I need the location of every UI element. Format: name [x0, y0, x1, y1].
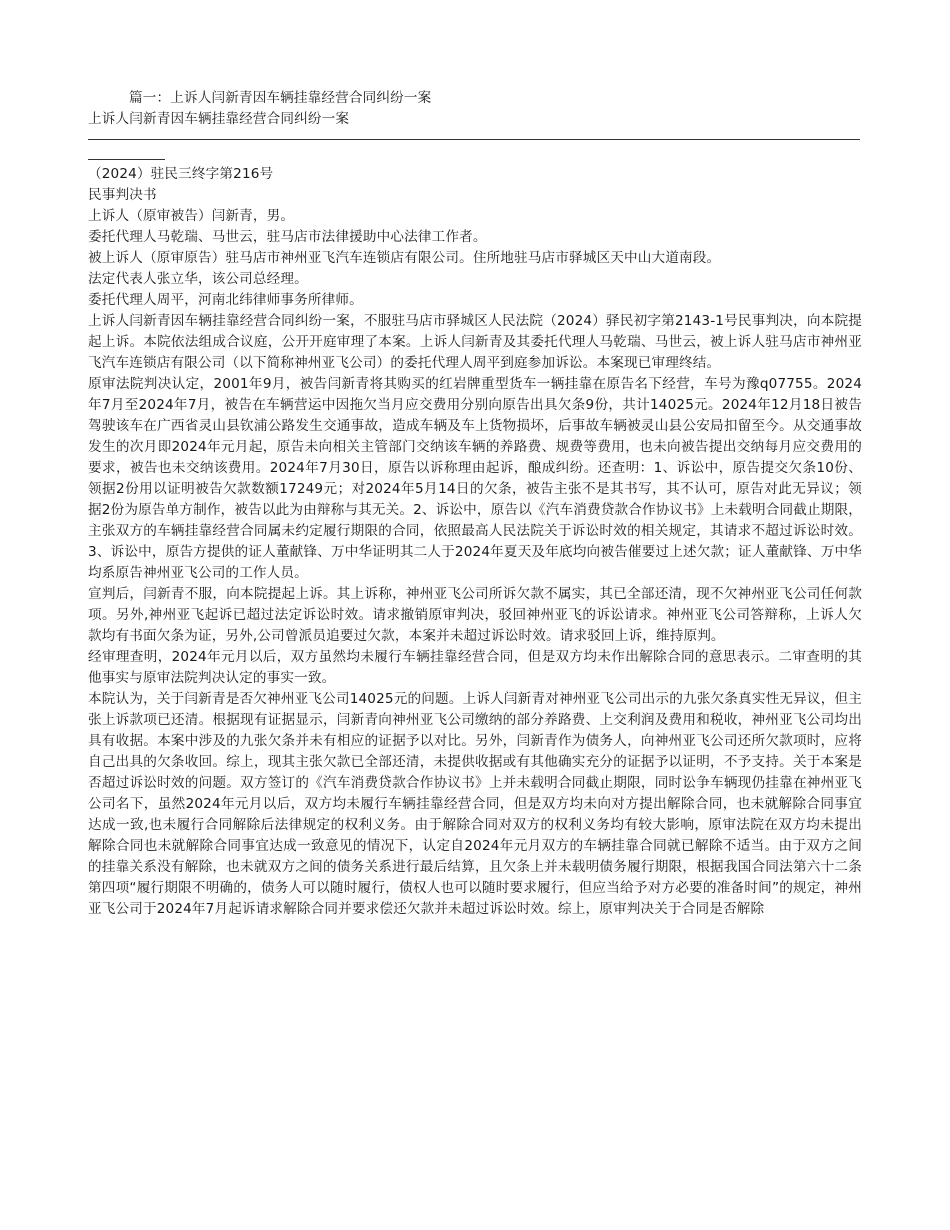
document-page	[88, 88, 862, 920]
short-divider	[88, 159, 165, 160]
findings-paragraph: 经审理查明，2024年元月以后，双方虽然均未履行车辆挂靠经营合同，但是双方均未作出解除合同的意思表示。二审查明的其他事实与原审法院判决认定的事实一致。	[88, 649, 862, 686]
document-type: 民事判决书	[88, 187, 157, 203]
document-heading: 篇一：上诉人闫新青因车辆挂靠经营合同纠纷一案	[129, 90, 432, 106]
legal-representative-paragraph: 法定代表人张立华，该公司总经理。	[88, 271, 308, 287]
case-number: （2024）驻民三终字第216号	[88, 166, 274, 182]
appellee-agent-paragraph: 委托代理人周平，河南北纬律师事务所律师。	[88, 292, 363, 308]
case-intro-paragraph: 上诉人闫新青因车辆挂靠经营合同纠纷一案，不服驻马店市驿城区人民法院（2024）驿民初字第2143-1号民事判决，向本院提起上诉。本院依法组成合议庭，公开开庭审理了本案。上诉人闫新青及其委托代理人马乾瑞、马世云，被上诉人驻马店市神州亚飞汽车连锁店有限公司（以下简称神州亚飞公司）的委托代理人周平到庭参加诉讼。本案现已审理终结。	[88, 313, 862, 371]
original-judgment-paragraph: 原审法院判决认定，2001年9月，被告闫新青将其购买的红岩牌重型货车一辆挂靠在原告名下经营，车号为豫q07755。2024年7月至2024年7月，被告在车辆营运中因拖欠当月应交费用分别向原告出具欠条9份，共计14025元。2024年12月18日被告驾驶该车在广西省灵山县钦浦公路发生交通事故，造成车辆及车上货物损坏，后事故车辆被灵山县公安局扣留至今。从交通事故发生的次月即2024年元月起，原告未向相关主管部门交纳该车辆的养路费、规费等费用，也未向被告提出交纳每月应交费用的要求，被告也未交纳该费用。2024年7月30日，原告以诉称理由起诉，酿成纠纷。还查明：1、诉讼中，原告提交欠条10份、领据2份用以证明被告欠款数额17249元；对2024年5月14日的欠条，被告主张不是其书写，其不认可，原告对此无异议；领据2份为原告单方制作，被告以此为由辩称与其无关。2、诉讼中，原告以《汽车消费贷款合作协议书》上未载明合同截止期限，主张双方的车辆挂靠经营合同属未约定履行期限的合同，依照最高人民法院关于诉讼时效的相关规定，其请求不超过诉讼时效。3、诉讼中，原告方提供的证人董献锋、万中华证明其二人于2024年夏天及年底均向被告催要过上述欠款；证人董献锋、万中华均系原告神州亚飞公司的工作人员。	[88, 376, 862, 581]
title-divider	[88, 139, 860, 140]
document-body	[88, 164, 862, 920]
court-opinion-paragraph: 本院认为，关于闫新青是否欠神州亚飞公司14025元的问题。上诉人闫新青对神州亚飞公司出示的九张欠条真实性无异议，但主张上诉款项已还清。根据现有证据显示，闫新青向神州亚飞公司缴纳的部分养路费、上交利润及费用和税收，神州亚飞公司均出具有收据。本案中涉及的九张欠条并未有相应的证据予以对比。另外，闫新青作为债务人，向神州亚飞公司还所欠款项时，应将自己出具的欠条收回。综上，现其主张欠款已全部还清，未提供收据或有其他确实充分的证据予以证明，不予支持。关于本案是否超过诉讼时效的问题。双方签订的《汽车消费贷款合作协议书》上并未载明合同截止期限，同时讼争车辆现仍挂靠在神州亚飞公司名下，虽然2024年元月以后，双方均未履行车辆挂靠经营合同，但是双方均未向对方提出解除合同，也未就解除合同事宜达成一致,也未履行合同解除后法律规定的权利义务。由于解除合同对双方的权利义务均有较大影响，原审法院在双方均未提出解除合同也未就解除合同事宜达成一致意见的情况下，认定自2024年元月双方的车辆挂靠合同就已解除不适当。由于双方之间的挂靠关系没有解除，也未就双方之间的债务关系进行最后结算，且欠条上并未载明债务履行期限，根据我国合同法第六十二条第四项“履行期限不明确的，债务人可以随时履行，债权人也可以随时要求履行，但应当给予对方必要的准备时间”的规定，神州亚飞公司于2024年7月起诉请求解除合同并要求偿还欠款并未超过诉讼时效。综上，原审判决关于合同是否解除	[88, 691, 862, 917]
appellant-agent-paragraph: 委托代理人马乾瑞、马世云，驻马店市法律援助中心法律工作者。	[88, 229, 487, 245]
document-subheading: 上诉人闫新青因车辆挂靠经营合同纠纷一案	[88, 111, 350, 127]
appellee-paragraph: 被上诉人（原审原告）驻马店市神州亚飞汽车连锁店有限公司。住所地驻马店市驿城区天中山大道南段。	[88, 250, 721, 266]
appellant-paragraph: 上诉人（原审被告）闫新青，男。	[88, 208, 295, 224]
appeal-paragraph: 宣判后，闫新青不服，向本院提起上诉。其上诉称，神州亚飞公司所诉欠款不属实，其已全部还清，现不欠神州亚飞公司任何款项。另外,神州亚飞起诉已超过法定诉讼时效。请求撤销原审判决，驳回神州亚飞的诉讼请求。神州亚飞公司答辩称，上诉人欠款均有书面欠条为证，另外,公司曾派员追要过欠款，本案并未超过诉讼时效。请求驳回上诉，维持原判。	[88, 586, 862, 644]
